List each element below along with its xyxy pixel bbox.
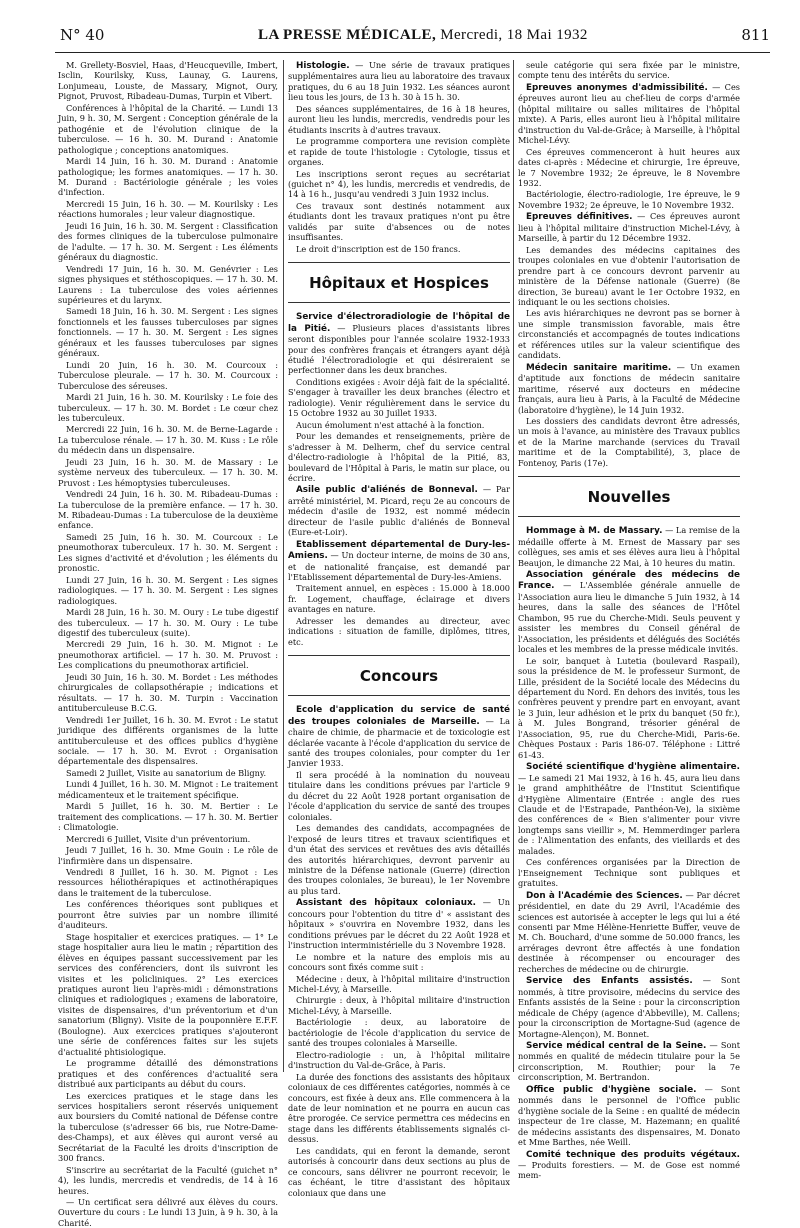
paragraph: Lundi 4 Juillet, 16 h. 30. M. Mignot : Le traitement médicamenteux et le traitement spécifique. bbox=[58, 779, 278, 800]
concours-notices bbox=[288, 704, 510, 1198]
section-heading-box bbox=[518, 476, 740, 517]
section-title-hopitaux: Hôpitaux et Hospices bbox=[309, 274, 489, 293]
paragraph: Jeudi 23 Juin, 16 h. 30. M. de Massary : Le système nerveux des tuberculeux. — 17 h. 30. M. Pruvost : Les hémoptysies tuberculeuses. bbox=[58, 456, 278, 488]
histologie-notice bbox=[288, 60, 510, 254]
paragraph: Association générale des médecins de France. — L'Assemblée générale annuelle de l'Association aura lieu le dimanche 5 Juin 1932, à 14 heures, dans la salle des séances de l'Hôtel Chambon, 95 rue du Cherche-Midi. Seuls peuvent y assister les membres du Conseil général de l'Association, les présidents et délégués des Sociétés locales et les membres de la presse médicale invités. bbox=[518, 570, 740, 655]
paragraph: Les avis hiérarchiques ne devront pas se borner à une simple transmission favorable, mais être circonstanciés et accompagnés de toutes indications et références utiles sur la valeur scientifique des candidats. bbox=[518, 308, 740, 361]
paragraph: Jeudi 30 Juin, 16 h. 30. M. Bordet : Les méthodes chirurgicales de collapsothérapie ; indications et résultats. — 17 h. 30. M. Turpin : Vaccination antituberculeuse B.C.G. bbox=[58, 671, 278, 714]
paragraph: Vendredi 24 Juin, 16 h. 30. M. Ribadeau-Dumas : La tuberculose de la première enfance. — 17 h. 30. M. Ribadeau-Dumas : La tuberculose de la deuxième enfance. bbox=[58, 489, 278, 531]
paragraph: Electro-radiologie : un, à l'hôpital militaire d'instruction du Val-de-Grâce, à Paris. bbox=[288, 1049, 510, 1071]
paragraph: Samedi 18 Juin, 16 h. 30. M. Sergent : Les signes fonctionnels et les fausses tuberculoses par signes fonctionnels. — 17 h. 30. M. Sergent : Les signes généraux et les fausses tuberculoses par signes généraux. bbox=[58, 306, 278, 359]
concours-continued bbox=[518, 60, 740, 468]
paragraph: Ecole d'application du service de santé des troupes coloniales de Marseille. — La chaire de chimie, de pharmacie et de toxicologie est déclarée vacante à l'école d'application du service de santé des troupes coloniales, pour compter du 1er Janvier 1933. bbox=[288, 705, 510, 769]
paragraph: Conférences à l'hôpital de la Charité. — Lundi 13 Juin, 9 h. 30, M. Sergent : Conception générale de la pathogénie et de l'évolution clinique de la tuberculose. — 16 h. 30. M. Durand : Anatomie pathologique ; conceptions anatomiques. bbox=[58, 102, 278, 155]
paragraph: Mardi 28 Juin, 16 h. 30. M. Oury : Le tube digestif des tuberculeux. — 17 h. 30. M. Oury : Le tube digestif des tuberculeux (suite). bbox=[58, 607, 278, 639]
paragraph: Asile public d'aliénés de Bonneval. — Par arrêté ministériel, M. Picard, reçu 2e au concours de médecin d'asile de 1932, est nommé médecin directeur de l'asile public d'aliénés de Bonneval (Eure-et-Loir). bbox=[288, 484, 510, 538]
paragraph: Mercredi 6 Juillet, Visite d'un préventorium. bbox=[66, 833, 251, 844]
paragraph: Les candidats, qui en feront la demande, seront autorisés à concourir dans deux sections au plus de ce concours, sans délivrer ne pourront recevoir, le cas échéant, le titre d'assistant des hôpitaux coloniaux que dans une bbox=[288, 1145, 510, 1198]
paragraph: Médecin sanitaire maritime. — Un examen d'aptitude aux fonctions de médecin sanitaire maritime, réservé aux docteurs en médecine français, aura lieu à Paris, à la Faculté de Médecine (laboratoire d'hygiène), le 14 Juin 1932. bbox=[518, 361, 740, 415]
paragraph: Le programme comportera une revision complète et rapide de toute l'histologie : Cytologie, tissus et organes. bbox=[288, 136, 510, 168]
paragraph: Mardi 14 Juin, 16 h. 30. M. Durand : Anatomie pathologique; les formes anatomiques. — 17 h. 30. M. Durand : Bactériologie générale ; les voies d'infection. bbox=[58, 156, 278, 198]
paragraph: Le soir, banquet à Lutetia (boulevard Raspail), sous la présidence de M. le professeur Surmont, de Lille, président de la Société locale des Médecins du département du Nord. En dehors des invités, tous les confrères peuvent y prendre part en envoyant, avant le 3 Juin, leur adhésion et le prix du banquet (50 fr.), à M. Jules Bongrand, trésorier général de l'Association, 95, rue du Cherche-Midi, Paris-6e. Chèques Postaux : Paris 186-07. Téléphone : Littré 61-43. bbox=[518, 655, 740, 760]
issue-number: N° 40 bbox=[60, 26, 105, 44]
paragraph: Bactériologie : deux, au laboratoire de bactériologie de l'école d'application du service de santé des troupes coloniales à Marseille. bbox=[288, 1017, 510, 1049]
paragraph: Mercredi 29 Juin, 16 h. 30. M. Mignot : Le pneumothorax artificiel. — 17 h. 30. M. Pruvost : Les complications du pneumothorax artificiel. bbox=[58, 639, 278, 671]
section-title-nouvelles: Nouvelles bbox=[587, 488, 671, 507]
journal-title bbox=[258, 27, 588, 44]
paragraph: Aucun émolument n'est attaché à la fonction. bbox=[296, 419, 485, 430]
paragraph: Traitement annuel, en espèces : 15.000 à 18.000 fr. Logement, chauffage, éclairage et divers avantages en nature. bbox=[288, 583, 510, 615]
paragraph: Assistant des hôpitaux coloniaux. — Un concours pour l'obtention du titre d' « assistant des hôpitaux » s'ouvrira en Novembre 1932, dans les conditions prévues par le décret du 22 Août 1928 et l'instruction interministérielle du 3 Novembre 1928. bbox=[288, 897, 510, 951]
paragraph: Epreuves définitives. — Ces épreuves auront lieu à l'hôpital militaire d'instruction Michel-Lévy, à Marseille, à partir du 12 Décembre 1932. bbox=[518, 211, 740, 244]
column-2 bbox=[288, 60, 510, 1198]
paragraph: Vendredi 8 Juillet, 16 h. 30. M. Pignot : Les ressources héliothérapiques et actinothérapiques dans le traitement de la tuberculose. bbox=[58, 866, 278, 898]
paragraph: Service d'électroradiologie de l'hôpital de la Pitié. — Plusieurs places d'assistants libres seront disponibles pour l'année scolaire 1932-1933 pour des confrères français et étrangers ayant déjà étudié l'électroradiologie et qui désireraient se perfectionner dans les deux branches. bbox=[288, 312, 510, 376]
header-rule bbox=[55, 52, 770, 53]
paragraph: Service des Enfants assistés. — Sont nommés, à titre provisoire, médecins du service des Enfants assistés de la Seine : pour la circonscription médicale de Chépy (agence d'Abbeville), M. Callens; pour la circonscription de Mortagne-Sud (agence de Mortagne-Alençon), M. Bonnet. bbox=[518, 975, 741, 1039]
paragraph: Mercredi 22 Juin, 16 h. 30. M. de Berne-Lagarde : La tuberculose rénale. — 17 h. 30. M. Kuss : Le rôle du médecin dans un dispensaire. bbox=[58, 424, 278, 456]
column-1 bbox=[58, 60, 278, 1228]
paragraph: Il sera procédé à la nomination du nouveau titulaire dans les conditions prévues par l'article 9 du décret du 22 Août 1928 portant organisation de l'école d'application du service de santé des troupes coloniales. bbox=[288, 769, 510, 822]
paragraph: — Un certificat sera délivré aux élèves du cours. Ouverture du cours : Le lundi 13 Juin, à 9 h. 30, à la Charité. bbox=[58, 1197, 278, 1228]
section-heading-box bbox=[288, 655, 510, 696]
page-number: 811 bbox=[741, 26, 770, 44]
paragraph: Office public d'hygiène sociale. — Sont nommés dans le personnel de l'Office public d'hygiène sociale de la Seine : en qualité de médecin inspecteur de 1re classe, M. Hazemann; en qualité de médecins assistants des dispensaires, M. Donato et Mme Barthes, née Weill. bbox=[518, 1083, 740, 1148]
paragraph: Etablissement départemental de Dury-les-Amiens. — Un docteur interne, de moins de 30 ans, et de nationalité française, est demandé par l'Etablissement départemental de Dury-les-Amiens. bbox=[288, 539, 510, 583]
paragraph: Jeudi 7 Juillet, 16 h. 30. Mme Gouin : Le rôle de l'infirmière dans un dispensaire. bbox=[58, 845, 278, 866]
journal-name: LA PRESSE MÉDICALE, bbox=[258, 26, 437, 43]
paragraph: seule catégorie qui sera fixée par le ministre, compte tenu des intérêts du service. bbox=[518, 60, 740, 81]
paragraph: Ces travaux sont destinés notamment aux étudiants dont les travaux pratiques n'ont pu être validés par suite d'absences ou de notes insuffisantes. bbox=[288, 200, 510, 243]
paragraph: Société scientifique d'hygiène alimentaire. — Le samedi 21 Mai 1932, à 16 h. 45, aura lieu dans le grand amphithéâtre de l'Institut Scientifique d'Hygiène Alimentaire (Entrée : angle des rues Claude et de l'Estrapade, Panthéon-Ve), la sixième des conférences de « Bien s'alimenter pour vivre longtemps sans vieillir », M. Hemmerdinger parlera de : l'Alimentation des enfants, des vieillards et des malades. bbox=[518, 762, 740, 856]
paragraph: Samedi 25 Juin, 16 h. 30. M. Courcoux : Le pneumothorax tuberculeux. 17 h. 30. M. Sergent : Les signes d'activité et d'évolution ; les éléments du pronostic. bbox=[58, 531, 278, 574]
paragraph: Lundi 27 Juin, 16 h. 30. M. Sergent : Les signes radiologiques. — 17 h. 30. M. Sergent : Les signes radiologiques. bbox=[58, 574, 278, 606]
paragraph: Bactériologie, électro-radiologie, 1re épreuve, le 9 Novembre 1932; 2e épreuve, le 10 Novembre 1932. bbox=[518, 189, 740, 210]
paragraph: Les exercices pratiques et le stage dans les services hospitaliers seront réservés uniquement aux boursiers du Comité national de Défense contre la tuberculose (s'adresser 66 bis, rue Notre-Dame-des-Champs), et aux élèves qui auront versé au Secrétariat de la Faculté les droits d'inscription de 300 francs. bbox=[58, 1090, 278, 1164]
paragraph: Lundi 20 Juin, 16 h. 30. M. Courcoux : Tuberculose pleurale. — 17 h. 30. M. Courcoux : Tuberculose des séreuses. bbox=[58, 359, 278, 391]
paragraph: Chirurgie : deux, à l'hôpital militaire d'instruction Michel-Lévy, à Marseille. bbox=[288, 995, 510, 1016]
section-title-concours: Concours bbox=[359, 667, 439, 686]
paragraph: Samedi 2 Juillet, Visite au sanatorium de Bligny. bbox=[66, 767, 267, 778]
paragraph: Histologie. — Une série de travaux pratiques supplémentaires aura lieu au laboratoire des travaux pratiques, du 6 au 18 Juin 1932. Les séances auront lieu tous les jours, de 13 h. 30 à 15 h. 30. bbox=[288, 60, 510, 103]
paragraph: Don à l'Académie des Sciences. — Par décret présidentiel, en date du 29 Avril, l'Académie des sciences est autorisée à accepter le legs qui lui a été consenti par Mme Hélène-Henriette Buffer, veuve de M. Ch. Bouchard, d'une somme de 50.000 francs, les arrérages devront être affectés à une fondation destinée à récompenser ou encourager des recherches de médecine ou de chirurgie. bbox=[518, 889, 740, 974]
paragraph: Mardi 5 Juillet, 16 h. 30. M. Bertier : Le traitement des complications. — 17 h. 30. M. Bertier : Climatologie. bbox=[58, 801, 278, 833]
paragraph: Pour les demandes et renseignements, prière de s'adresser à M. Delherm, chef du service central d'électro-radiologie à l'hôpital de la Pitié, 83, boulevard de l'Hôpital à Paris, le matin sur place, ou écrire. bbox=[288, 431, 510, 483]
paragraph: Mardi 21 Juin, 16 h. 30. M. Kourilsky : Le foie des tuberculeux. — 17 h. 30. M. Bordet : Le cœur chez les tuberculeux. bbox=[58, 392, 278, 423]
paragraph: S'inscrire au secrétariat de la Faculté (guichet n° 4), les lundis, mercredis et vendredis, de 14 à 16 heures. bbox=[58, 1164, 278, 1196]
paragraph: Vendredi 17 Juin, 16 h. 30. M. Genévrier : Les signes physiques et stéthoscopiques. — 17 h. 30. M. Laurens : La tuberculose des voies aériennes supérieures et du larynx. bbox=[58, 263, 278, 305]
paragraph: Adresser les demandes au directeur, avec indications : situation de famille, diplômes, titres, etc. bbox=[288, 615, 510, 647]
paragraph: Vendredi 1er Juillet, 16 h. 30. M. Evrot : Le statut juridique des différents organismes de la lutte antituberculeuse et des offices publics d'hygiène sociale. — 17 h. 30. M. Evrot : Organisation départementale des dispensaires. bbox=[58, 714, 278, 767]
paragraph: Les dossiers des candidats devront être adressés, un mois à l'avance, au ministère des Travaux publics et de la Marine marchande (services du Travail maritime et de la Comptabilité), 3, place de Fontenoy, Paris (17e). bbox=[518, 415, 740, 468]
issue-date: Mercredi, 18 Mai 1932 bbox=[440, 26, 588, 43]
paragraph: Conditions exigées : Avoir déjà fait de la spécialité. S'engager à travailler les deux branches (électro et radiologie). Venir régulièrement dans le service du 15 Octobre 1932 au 30 Juillet 1933. bbox=[288, 376, 510, 419]
paragraph: Des séances supplémentaires, de 16 à 18 heures, auront lieu les lundis, mercredis, vendredis pour les étudiants inscrits à d'autres travaux. bbox=[288, 103, 510, 135]
nouvelles-notices bbox=[518, 525, 740, 1181]
paragraph: Le nombre et la nature des emplois mis au concours sont fixés comme suit : bbox=[288, 951, 510, 973]
paragraph: Stage hospitalier et exercices pratiques. — 1° Le stage hospitalier aura lieu le matin ; répartition des élèves en équipes passant successivement par les services des conférenciers, dont ils suivront les visites et les policliniques. 2° Les exercices pratiques auront lieu l'après-midi : démonstrations cliniques et radiologiques ; examens de laboratoire, visites de dispensaires, d'un préventorium et d'un sanatorium (Bligny). Visite de la pouponnière E.F.F. (Boulogne). Aux exercices pratiques s'ajouteront une série de conférences faites sur les sujets d'actualité phtisiologique. bbox=[58, 931, 278, 1057]
paragraph: La durée des fonctions des assistants des hôpitaux coloniaux de ces différentes catégories, nommés à ce concours, est fixée à deux ans. Elle commencera à la date de leur nomination et ne pourra en aucun cas être prorogée. Ce service permettra ces médecins en stage dans les différents établissements signalés ci-dessus. bbox=[288, 1071, 510, 1145]
paragraph: Les inscriptions seront reçues au secrétariat (guichet n° 4), les lundis, mercredis et vendredis, de 14 à 16 h., jusqu'au vendredi 3 Juin 1932 inclus. bbox=[288, 168, 510, 200]
paragraph: Jeudi 16 Juin, 16 h. 30. M. Sergent : Classification des formes cliniques de la tuberculose pulmonaire de l'adulte. — 17 h. 30. M. Sergent : Les éléments généraux du diagnostic. bbox=[58, 220, 278, 263]
paragraph: Mercredi 15 Juin, 16 h. 30. — M. Kourilsky : Les réactions humorales ; leur valeur diagnostique. bbox=[58, 198, 278, 220]
column-divider bbox=[283, 60, 284, 1072]
paragraph: Le programme détaillé des démonstrations pratiques et des conférences d'actualité sera distribué aux participants au début du cours. bbox=[58, 1058, 278, 1090]
page-header bbox=[60, 20, 770, 50]
paragraph: Le droit d'inscription est de 150 francs. bbox=[296, 243, 461, 254]
section-heading-box bbox=[288, 262, 510, 303]
paragraph: Service médical central de la Seine. — Sont nommés en qualité de médecin titulaire pour la 5e circonscription, M. Routhier; pour la 7e circonscription, M. Bertrandon. bbox=[518, 1039, 740, 1083]
paragraph: Ces conférences organisées par la Direction de l'Enseignement Technique sont publiques et gratuites. bbox=[518, 857, 740, 889]
paragraph: Comité technique des produits végétaux. — Produits forestiers. — M. de Gose est nommé mem- bbox=[518, 1149, 740, 1181]
paragraph: Les demandes des candidats, accompagnées de l'exposé de leurs titres et travaux scientifiques et d'un état des services et revêtues des avis détaillés des autorités hiérarchiques, devront parvenir au ministre de la Défense nationale (Guerre) (direction des troupes coloniales, 3e bureau), le 1er Novembre au plus tard. bbox=[288, 823, 510, 896]
paragraph: Médecine : deux, à l'hôpital militaire d'instruction Michel-Lévy, à Marseille. bbox=[288, 973, 510, 994]
column-divider bbox=[513, 60, 514, 1072]
paragraph: Les conférences théoriques sont publiques et pourront être suivies par un nombre illimité d'auditeurs. bbox=[58, 899, 278, 931]
hopitaux-notices bbox=[288, 311, 510, 647]
paragraph: Ces épreuves commenceront à huit heures aux dates ci-après : Médecine et chirurgie, 1re épreuve, le 7 Novembre 1932; 2e épreuve, le 8 Novembre 1932. bbox=[518, 146, 740, 188]
paragraph: M. Grellety-Bosviel, Haas, d'Heucqueville, Imbert, Isclin, Kourilsky, Kuss, Launay, G. Laurens, Lonjumeau, Louste, de Massary, Mignot, Oury, Pignot, Pruvost, Ribadeau-Dumas, Turpin et Vibert. bbox=[58, 60, 278, 102]
paragraph: Les demandes des médecins capitaines des troupes coloniales en vue d'obtenir l'autorisation de prendre part à ce concours devront parvenir au ministère de la Défense nationale (Guerre) (8e direction, 3e bureau) avant le 1er Octobre 1932, en indiquant le ou les sections choisies. bbox=[518, 244, 740, 307]
paragraph: Hommage à M. de Massary. — La remise de la médaille offerte à M. Ernest de Massary par ses collègues, ses amis et ses élèves aura lieu à l'hôpital Beaujon, le dimanche 22 Mai, à 10 heures du matin. bbox=[518, 525, 740, 568]
paragraph: Epreuves anonymes d'admissibilité. — Ces épreuves auront lieu au chef-lieu de corps d'armée (hôpital militaire ou salles militaires de l'hôpital mixte). A Paris, elles auront lieu à l'hôpital militaire d'instruction du Val-de-Grâce; à Marseille, à l'hôpital Michel-Lévy. bbox=[518, 81, 740, 146]
column-3 bbox=[518, 60, 741, 1181]
